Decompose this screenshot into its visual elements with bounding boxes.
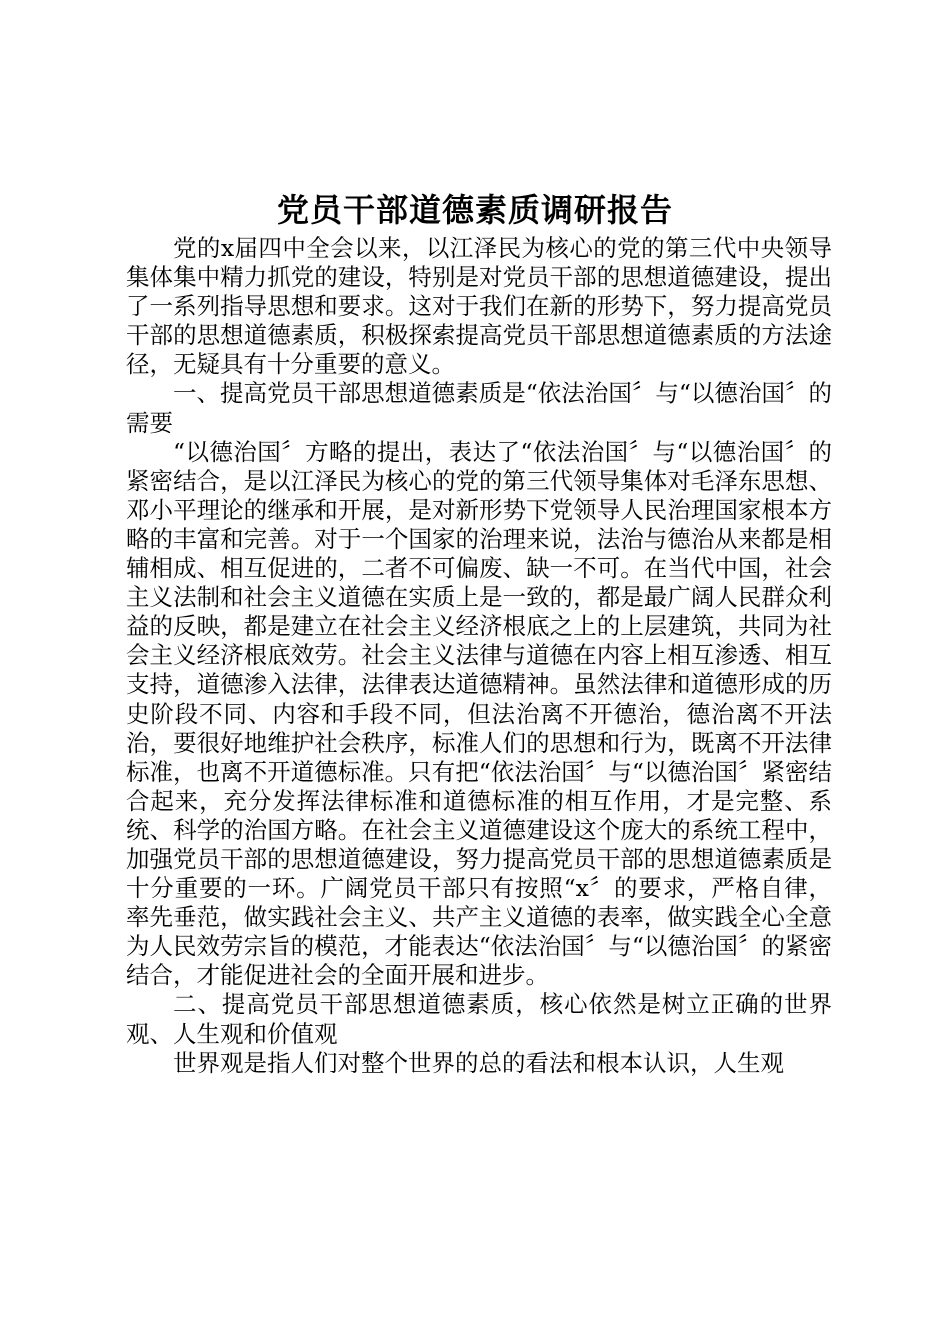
paragraph-section-1: “以德治国〞方略的提出，表达了“依法治国〞与“以德治国〞的紧密结合，是以江泽民为核心的党的第三代领导集体对毛泽东思想、邓小平理论的继承和开展，是对新形势下党领导人民治理国家根本方略的丰富和完善。对于一个国家的治理来说，法治与德治从来都是相辅相成、相互促进的，二者不可偏废、缺一不可。在当代中国，社会主义法制和社会主义道德在实质上是一致的，都是最广阔人民群众利益的反映，都是建立在社会主义经济根底之上的上层建筑，共同为社会主义经济根底效劳。社会主义法律与道德在内容上相互渗透、相互支持，道德渗入法律，法律表达道德精神。虽然法律和道德形成的历史阶段不同、内容和手段不同，但法治离不开德治，德治离不开法治，要很好地维护社会秩序，标准人们的思想和行为，既离不开法律标准，也离不开道德标准。只有把“依法治国〞与“以德治国〞紧密结合起来，充分发挥法律标准和道德标准的相互作用，才是完整、系统、科学的治国方略。在社会主义道德建设这个庞大的系统工程中，加强党员干部的思想道德建设，努力提高党员干部的思想道德素质是十分重要的一环。广阔党员干部只有按照“x〞的要求，严格自律，率先垂范，做实践社会主义、共产主义道德的表率，做实践全心全意为人民效劳宗旨的模范，才能表达“依法治国〞与“以德治国〞的紧密结合，才能促进社会的全面开展和进步。 xyxy=(126,437,832,990)
section-heading-1: 一、提高党员干部思想道德素质是“依法治国〞与“以德治国〞的需要 xyxy=(126,379,832,437)
document-title: 党员干部道德素质调研报告 xyxy=(276,191,673,229)
document-body xyxy=(126,234,832,1078)
paragraph-intro: 党的x届四中全会以来，以江泽民为核心的党的第三代中央领导集体集中精力抓党的建设，特别是对党员干部的思想道德建设，提出了一系列指导思想和要求。这对于我们在新的形势下，努力提高党员干部的思想道德素质，积极探索提高党员干部思想道德素质的方法途径，无疑具有十分重要的意义。 xyxy=(126,234,832,379)
paragraph-section-2: 世界观是指人们对整个世界的总的看法和根本认识，人生观 xyxy=(173,1048,784,1077)
section-heading-2: 二、提高党员干部思想道德素质，核心依然是树立正确的世界观、人生观和价值观 xyxy=(126,990,832,1048)
